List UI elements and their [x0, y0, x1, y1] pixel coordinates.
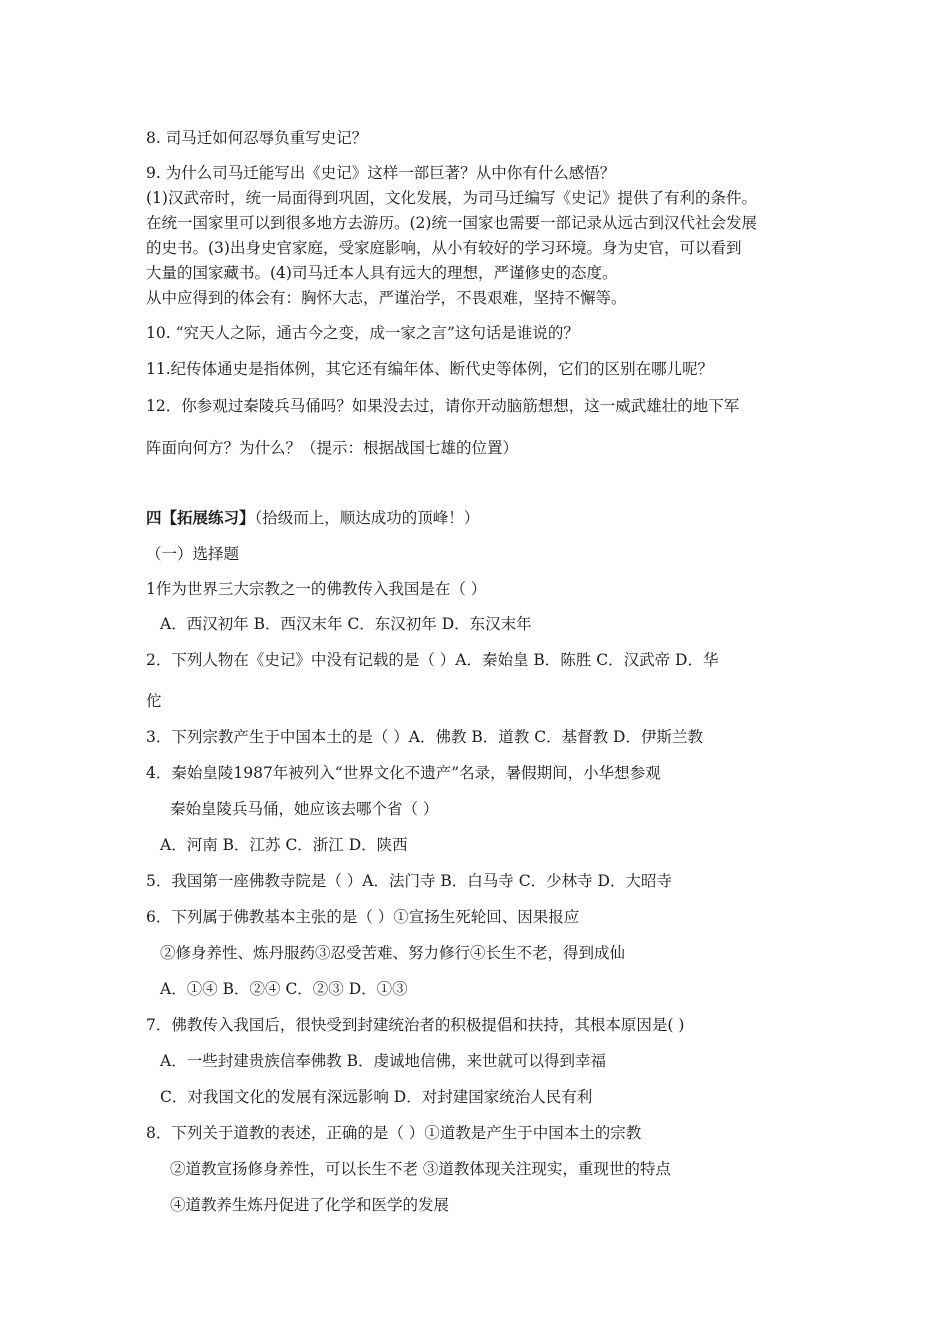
section-subtitle: （拾级而上，顺达成功的顶峰！） — [254, 509, 480, 527]
question-10: 10. “究天人之际，通古今之变，成一家之言”这句话是谁说的？ — [146, 324, 579, 342]
answer-line: 从中应得到的体会有：胸怀大志，严谨治学，不畏艰难，坚持不懈等。 — [146, 289, 627, 307]
question-8: 8. 司马迁如何忍辱负重写史记？ — [146, 129, 368, 147]
section-title: 四【拓展练习】 — [146, 508, 255, 527]
question-11: 11.纪传体通史是指体例，其它还有编年体、断代史等体例，它们的区别在哪儿呢？ — [146, 360, 714, 378]
mc-question-8: 8．下列关于道教的表述，正确的是（ ）①道教是产生于中国本土的宗教 — [146, 1124, 642, 1142]
mc-question-4: 4．秦始皇陵1987年被列入“世界文化不遗产”名录，暑假期间，小华想参观 — [146, 764, 661, 782]
mc-options: A．河南 B．江苏 C．浙江 D．陕西 — [160, 836, 408, 854]
mc-question-8-continued: ②道教宣扬修身养性，可以长生不老 ③道教体现关注现实，重现世的特点 — [170, 1160, 671, 1178]
question-12: 12．你参观过秦陵兵马俑吗？如果没去过，请你开动脑筋想想，这一威武雄壮的地下军 — [146, 397, 740, 415]
mc-options: A．一些封建贵族信奉佛教 B．虔诚地信佛，来世就可以得到幸福 — [160, 1052, 607, 1070]
question-12-continued: 阵面向何方？为什么？（提示：根据战国七雄的位置） — [146, 439, 519, 457]
mc-options: A．西汉初年 B．西汉末年 C．东汉初年 D．东汉末年 — [160, 615, 532, 633]
answer-line: 在统一国家里可以到很多地方去游历。(2)统一国家也需要一部记录从远古到汉代社会发展 — [146, 214, 757, 232]
mc-options: C．对我国文化的发展有深远影响 D．对封建国家统治人民有利 — [160, 1088, 593, 1106]
answer-line: 的史书。(3)出身史官家庭，受家庭影响，从小有较好的学习环境。身为史官，可以看到 — [146, 239, 742, 257]
mc-question-2-continued: 佗 — [146, 692, 162, 710]
answer-line: 大量的国家藏书。(4)司马迁本人具有远大的理想，严谨修史的态度。 — [146, 264, 618, 282]
answer-line: (1)汉武帝时，统一局面得到巩固，文化发展，为司马迁编写《史记》提供了有利的条件。 — [146, 189, 757, 207]
mc-question-1: 1作为世界三大宗教之一的佛教传入我国是在（ ） — [146, 580, 487, 598]
mc-question-8-continued: ④道教养生炼丹促进了化学和医学的发展 — [170, 1196, 450, 1214]
question-9: 9. 为什么司马迁能写出《史记》这样一部巨著？从中你有什么感悟？ — [146, 164, 616, 182]
mc-question-6-continued: ②修身养性、炼丹服药③忍受苦难、努力修行④长生不老，得到成仙 — [160, 944, 626, 962]
mc-question-4-continued: 秦始皇陵兵马俑，她应该去哪个省（ ） — [170, 800, 439, 818]
mc-question-2: 2．下列人物在《史记》中没有记载的是（ ）A．秦始皇 B．陈胜 C．汉武帝 D．华 — [146, 651, 719, 669]
mc-question-7: 7．佛教传入我国后，很快受到封建统治者的积极提倡和扶持，其根本原因是( ) — [146, 1016, 685, 1034]
section-heading — [146, 508, 479, 528]
mc-options: A．①④ B．②④ C．②③ D．①③ — [160, 980, 408, 998]
mc-question-3: 3．下列宗教产生于中国本土的是（ ）A．佛教 B．道教 C．基督教 D．伊斯兰教 — [146, 728, 703, 746]
part-heading: （一）选择题 — [146, 545, 240, 563]
mc-question-5: 5．我国第一座佛教寺院是（ ）A．法门寺 B．白马寺 C．少林寺 D．大昭寺 — [146, 872, 672, 890]
mc-question-6: 6．下列属于佛教基本主张的是（ ）①宣扬生死轮回、因果报应 — [146, 908, 580, 926]
